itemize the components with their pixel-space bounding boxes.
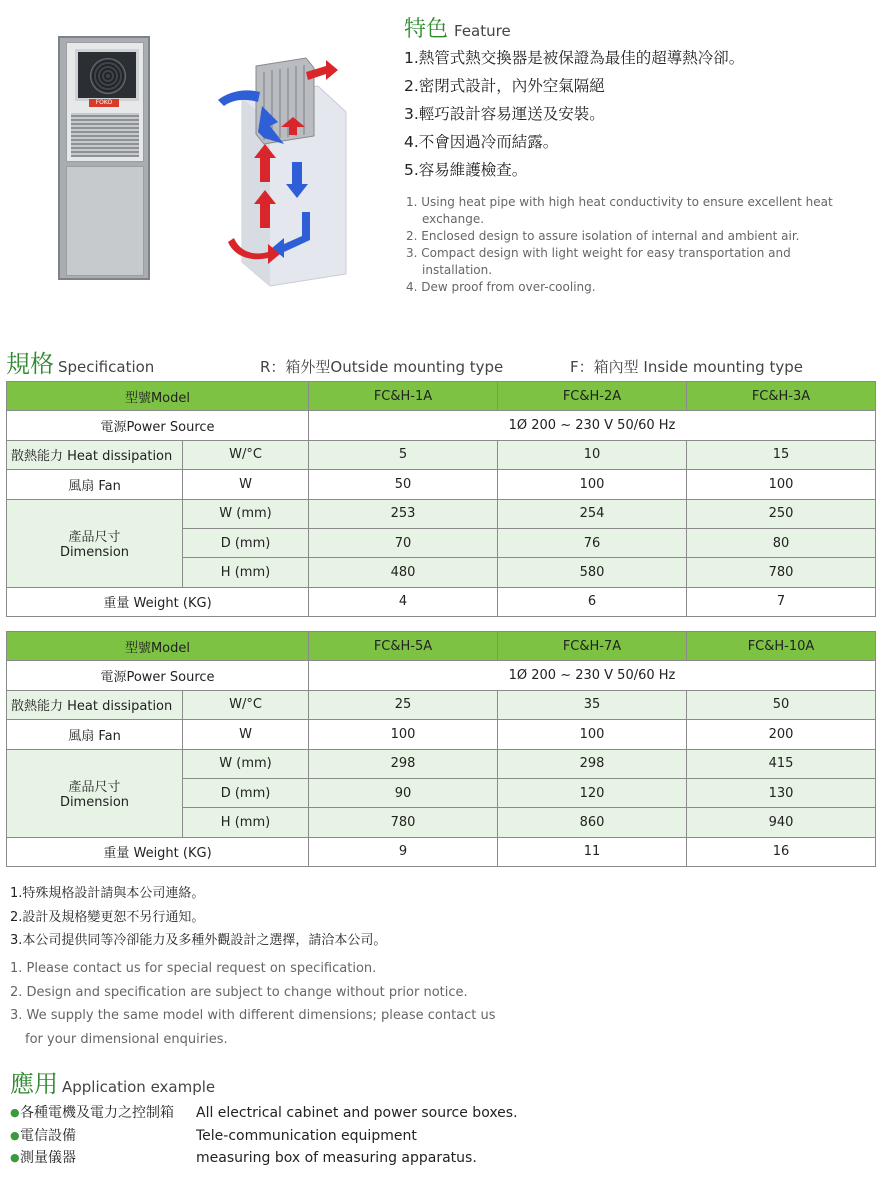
list-item: 5.容易維護檢查。 — [404, 161, 528, 179]
table-cell: 860 — [498, 808, 687, 837]
feature-list-en — [406, 194, 856, 296]
table-cell: 16 — [687, 837, 876, 866]
dimension-label — [7, 499, 183, 587]
dim-d-label: D (mm) — [183, 528, 309, 557]
bullet-icon: ● — [10, 1106, 20, 1119]
table-cell: 80 — [687, 528, 876, 557]
dim-w-label: W (mm) — [183, 499, 309, 528]
heat-unit: W/°C — [183, 690, 309, 719]
table-row — [7, 632, 876, 661]
table-cell: 70 — [309, 528, 498, 557]
vent-grille — [71, 113, 139, 157]
table-cell: 298 — [498, 749, 687, 778]
mounting-type-f: F：箱內型 Inside mounting type — [570, 358, 803, 376]
table-cell: 4 — [309, 587, 498, 616]
fan-icon — [90, 58, 126, 94]
bullet-icon: ● — [10, 1128, 20, 1142]
weight-label: 重量 Weight (KG) — [7, 837, 309, 866]
dim-h-label: H (mm) — [183, 808, 309, 837]
table-row — [7, 499, 876, 528]
application-title-en: Application example — [62, 1078, 216, 1096]
power-label: 電源Power Source — [7, 411, 309, 440]
fan-label: 風扇 Fan — [7, 720, 183, 749]
table-cell: 6 — [498, 587, 687, 616]
table-row — [7, 440, 876, 469]
cool-air-down-arrow-mid — [292, 162, 302, 186]
model-cell: FC&H-10A — [687, 632, 876, 661]
table-cell: 250 — [687, 499, 876, 528]
application-zh: 測量儀器 — [20, 1150, 76, 1166]
table-cell: 298 — [309, 749, 498, 778]
table-cell: 120 — [498, 778, 687, 807]
application-heading — [10, 1064, 215, 1099]
warm-air-up-arrow-mid — [260, 156, 270, 182]
application-title-zh: 應用 — [10, 1070, 58, 1098]
table-row — [7, 720, 876, 749]
spec-table-2 — [6, 631, 876, 867]
table-cell: 580 — [498, 558, 687, 587]
table-cell: 200 — [687, 720, 876, 749]
list-item: 3.輕巧設計容易運送及安裝。 — [404, 105, 605, 123]
application-en: All electrical cabinet and power source boxes. — [196, 1105, 518, 1121]
list-item: 2. Design and specification are subject to change without prior notice. — [10, 984, 468, 1000]
dimension-label-zh: 產品尺寸 — [68, 530, 121, 546]
table-cell: 100 — [687, 470, 876, 499]
power-value: 1Ø 200 ~ 230 V 50/60 Hz — [309, 411, 876, 440]
spec-title-en: Specification — [58, 358, 155, 376]
notes-zh — [10, 882, 386, 953]
fan-unit: W — [183, 720, 309, 749]
table-cell: 11 — [498, 837, 687, 866]
model-cell: FC&H-3A — [687, 382, 876, 411]
table-cell: 100 — [309, 720, 498, 749]
list-item: 3. Compact design with light weight for easy transportation and installation. — [406, 246, 791, 277]
dim-w-label: W (mm) — [183, 749, 309, 778]
spec-table-1 — [6, 381, 876, 617]
feature-list-zh — [404, 44, 744, 184]
feature-title-en: Feature — [454, 22, 511, 40]
table-cell: 7 — [687, 587, 876, 616]
brand-logo: FOKO — [89, 99, 119, 107]
product-unit-image — [58, 36, 150, 280]
table-cell: 415 — [687, 749, 876, 778]
weight-label: 重量 Weight (KG) — [7, 587, 309, 616]
table-cell: 10 — [498, 440, 687, 469]
application-en: measuring box of measuring apparatus. — [196, 1150, 477, 1166]
spec-heading — [6, 344, 154, 379]
table-row — [7, 411, 876, 440]
table-cell: 50 — [309, 470, 498, 499]
table-row — [7, 837, 876, 866]
model-label: 型號Model — [7, 632, 309, 661]
table-row — [7, 587, 876, 616]
table-cell: 254 — [498, 499, 687, 528]
heat-label: 散熱能力 Heat dissipation — [7, 440, 183, 469]
unit-lower-panel — [66, 166, 144, 276]
power-label: 電源Power Source — [7, 661, 309, 690]
warm-air-up-arrow-low — [260, 202, 270, 228]
feature-heading — [404, 12, 511, 43]
table-cell: 35 — [498, 690, 687, 719]
dim-d-label: D (mm) — [183, 778, 309, 807]
table-cell: 780 — [309, 808, 498, 837]
table-cell: 480 — [309, 558, 498, 587]
feature-title-zh: 特色 — [404, 17, 449, 42]
power-value: 1Ø 200 ~ 230 V 50/60 Hz — [309, 661, 876, 690]
table-cell: 90 — [309, 778, 498, 807]
list-item: 2.密閉式設計，內外空氣隔絕 — [404, 77, 605, 95]
dim-h-label: H (mm) — [183, 558, 309, 587]
heat-label: 散熱能力 Heat dissipation — [7, 690, 183, 719]
bullet-icon: ● — [10, 1151, 20, 1164]
dimension-label-en: Dimension — [59, 795, 130, 811]
fan-unit: W — [183, 470, 309, 499]
heat-unit: W/°C — [183, 440, 309, 469]
list-item: 3. We supply the same model with different dimensions; please contact us for your dimensional enquiries. — [10, 1008, 496, 1047]
dimension-label-zh: 產品尺寸 — [68, 780, 121, 796]
table-row — [7, 749, 876, 778]
table-cell: 5 — [309, 440, 498, 469]
model-label: 型號Model — [7, 382, 309, 411]
table-cell: 15 — [687, 440, 876, 469]
notes-en — [10, 957, 510, 1051]
list-item: 2.設計及規格變更恕不另行通知。 — [10, 909, 205, 925]
table-cell: 50 — [687, 690, 876, 719]
table-cell: 100 — [498, 470, 687, 499]
list-item: 1. Please contact us for special request on specification. — [10, 961, 377, 976]
table-cell: 780 — [687, 558, 876, 587]
table-row — [7, 470, 876, 499]
table-cell: 100 — [498, 720, 687, 749]
airflow-diagram — [214, 52, 354, 288]
dimension-label-en: Dimension — [59, 545, 130, 561]
list-item: 4.不會因過冷而結露。 — [404, 133, 559, 151]
list-item: 1. Using heat pipe with high heat conductivity to ensure excellent heat exchange. — [406, 195, 833, 226]
model-cell: FC&H-2A — [498, 382, 687, 411]
model-cell: FC&H-5A — [309, 632, 498, 661]
application-zh: 各種電機及電力之控制箱 — [20, 1105, 174, 1121]
model-cell: FC&H-7A — [498, 632, 687, 661]
list-item: 4. Dew proof from over-cooling. — [406, 280, 596, 294]
model-cell: FC&H-1A — [309, 382, 498, 411]
table-row — [7, 382, 876, 411]
dimension-label — [7, 749, 183, 837]
application-zh: 電信設備 — [20, 1127, 76, 1144]
table-row — [7, 661, 876, 690]
table-cell: 9 — [309, 837, 498, 866]
list-item: 2. Enclosed design to assure isolation of internal and ambient air. — [406, 229, 800, 243]
mounting-type-r: R：箱外型Outside mounting type — [260, 358, 504, 376]
table-row — [7, 690, 876, 719]
table-cell: 940 — [687, 808, 876, 837]
table-cell: 253 — [309, 499, 498, 528]
spec-title-zh: 規格 — [6, 350, 54, 378]
application-en: Tele-communication equipment — [196, 1127, 417, 1144]
table-cell: 76 — [498, 528, 687, 557]
table-cell: 130 — [687, 778, 876, 807]
table-cell: 25 — [309, 690, 498, 719]
fan-label: 風扇 Fan — [7, 470, 183, 499]
list-item: 3.本公司提供同等冷卻能力及多種外觀設計之選擇，請洽本公司。 — [10, 933, 387, 948]
unit-upper-panel — [66, 42, 144, 162]
fan-grille — [75, 49, 139, 101]
list-item: 1.熱管式熱交換器是被保證為最佳的超導熱冷卻。 — [404, 49, 745, 67]
list-item: 1.特殊規格設計請與本公司連絡。 — [10, 886, 205, 901]
